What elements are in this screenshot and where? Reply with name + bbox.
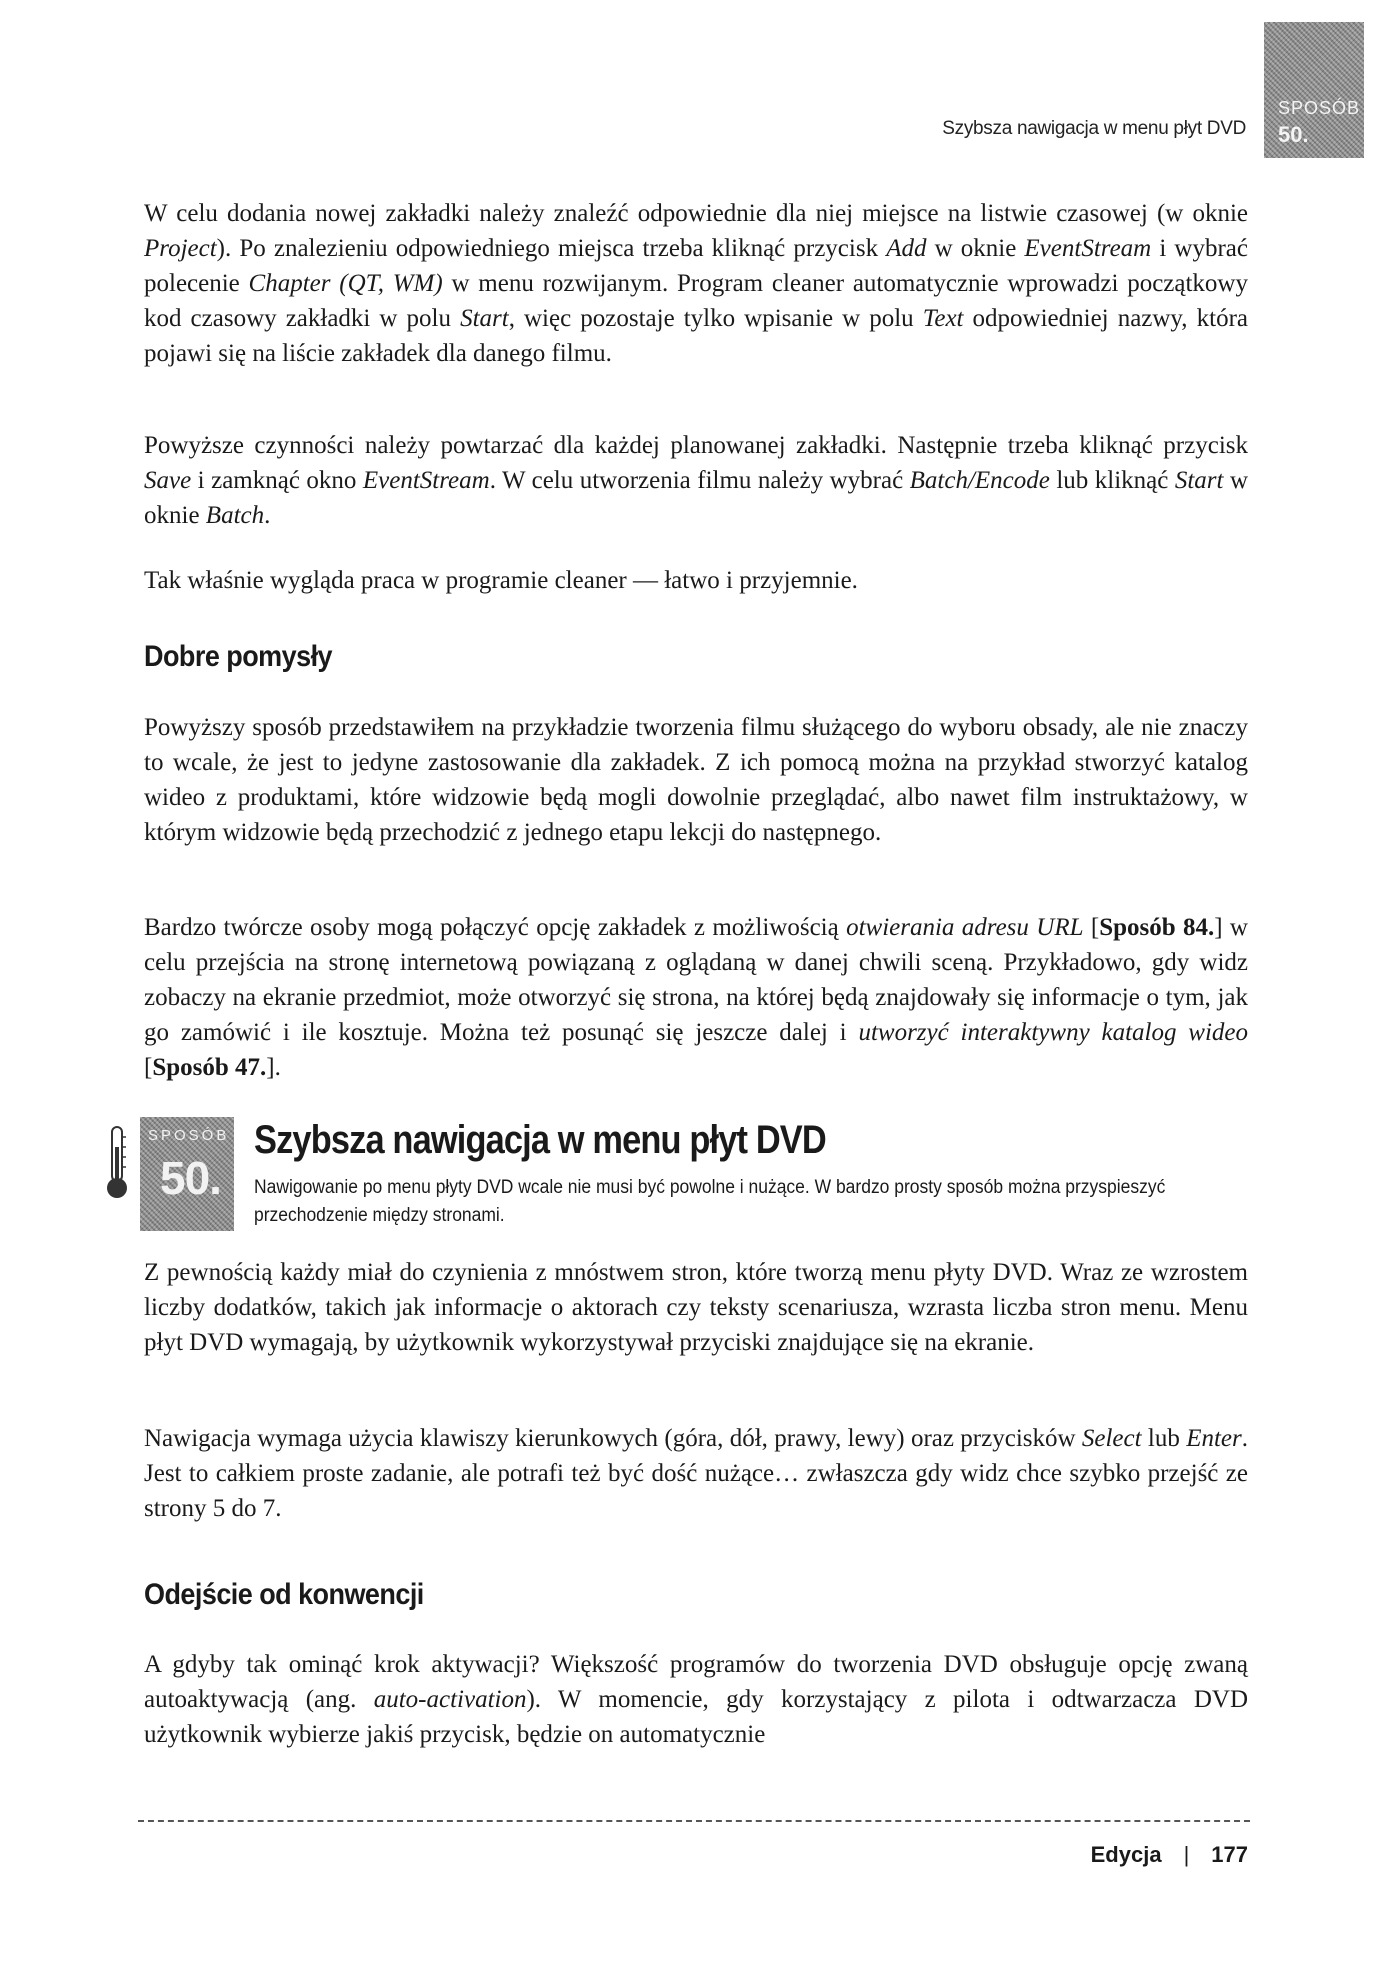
section-title: Szybsza nawigacja w menu płyt DVD	[254, 1118, 826, 1162]
thermometer-icon	[104, 1125, 130, 1201]
sposob-badge-label: SPOSÓB	[148, 1127, 230, 1144]
italic-term: Save	[144, 467, 192, 494]
paragraph: Nawigacja wymaga użycia klawiszy kierunkowych (góra, dół, prawy, lewy) oraz przycisków Select lub Enter. Jest to całkiem proste zadanie, ale potrafi też być dość nużące… zwłaszcza gdy widz chce szybko przejść ze strony 5 do 7.	[144, 1425, 1248, 1522]
corner-tab-label: SPOSÓB	[1278, 98, 1361, 118]
section-lead: Nawigowanie po menu płyty DVD wcale nie musi być powolne i nużące. W bardzo prosty sposób można przyspieszyć przechodzenie między stronami.	[254, 1177, 1166, 1226]
heading-dobre-pomysly: Dobre pomysły	[144, 640, 333, 673]
italic-term: auto-activation	[373, 1686, 527, 1713]
page-number: 177	[1211, 1842, 1248, 1867]
italic-term: Batch	[205, 502, 265, 529]
section-text-block	[144, 1255, 1248, 1360]
italic-term: Batch/Encode	[909, 467, 1050, 494]
paragraph: Powyższy sposób przedstawiłem na przykładzie tworzenia filmu służącego do wyboru obsady, ale nie znaczy to wcale, że jest to jedyne zastosowanie dla zakładek. Z ich pomocą można na przykład stworzyć katalog wideo z produktami, które widzowie będą mogli dowolnie przeglądać, albo nawet film instruktażowy, w którym widzowie będą przechodzić z jednego etapu lekcji do następnego.	[144, 714, 1248, 846]
cross-reference: Sposób 47.	[152, 1054, 267, 1081]
italic-term: Chapter (QT, WM)	[248, 270, 443, 297]
corner-tab-number: 50.	[1278, 122, 1309, 147]
italic-term: Text	[922, 305, 964, 332]
italic-term: otwierania adresu URL	[846, 914, 1084, 941]
paragraph: Tak właśnie wygląda praca w programie cleaner — łatwo i przyjemnie.	[144, 567, 858, 594]
italic-term: Enter	[1186, 1425, 1242, 1452]
paragraph: W celu dodania nowej zakładki należy znaleźć odpowiednie dla niej miejsce na listwie czasowej (w oknie Project). Po znalezieniu odpowiedniego miejsca trzeba kliknąć przycisk Add w oknie EventStream i wybrać polecenie Chapter (QT, WM) w menu rozwijanym. Program cleaner automatycznie wprowadzi początkowy kod czasowy zakładki w polu Start, więc pozostaje tylko wpisanie w polu Text odpowiedniej nazwy, która pojawi się na liście zakładek dla danego filmu.	[144, 200, 1248, 367]
heading-odejscie-od-konwencji: Odejście od konwencji	[144, 1578, 424, 1611]
sposob-badge	[140, 1117, 234, 1231]
paragraph: Z pewnością każdy miał do czynienia z mnóstwem stron, które tworzą menu płyty DVD. Wraz ze wzrostem liczby dodatków, takich jak informacje o aktorach czy teksty scenariusza, wzrasta liczba stron menu. Menu płyt DVD wymagają, by użytkownik wykorzystywał przyciski znajdujące się na ekranie.	[144, 1259, 1248, 1356]
footer	[1091, 1842, 1248, 1868]
mid-text-block-2	[144, 910, 1248, 1085]
italic-term: Project	[144, 235, 217, 262]
top-text-block	[144, 196, 1248, 371]
sposob-corner-tab	[1264, 22, 1364, 158]
top-text-block-3	[144, 563, 1248, 598]
paragraph: Bardzo twórcze osoby mogą połączyć opcję zakładek z możliwością otwierania adresu URL [Sposób 84.] w celu przejścia na stronę internetową powiązaną z oglądaną w danej chwili sceną. Przykładowo, gdy widz zobaczy na ekranie przedmiot, może otworzyć się strona, na której będą znajdowały się informacje o tym, jak go zamówić i ile kosztuje. Można też posunąć się jeszcze dalej i utworzyć interaktywny katalog wideo [Sposób 47.].	[144, 914, 1248, 1081]
mid-text-block	[144, 710, 1248, 850]
section-text-block-2	[144, 1421, 1248, 1526]
running-header: Szybsza nawigacja w menu płyt DVD	[942, 118, 1246, 139]
italic-term: Select	[1081, 1425, 1142, 1452]
top-text-block-2	[144, 428, 1248, 533]
italic-term: Start	[1174, 467, 1224, 494]
italic-term: EventStream	[1024, 235, 1152, 262]
footer-book-title: Edycja	[1090, 1842, 1162, 1867]
italic-term: Start	[460, 305, 509, 332]
footer-separator: |	[1183, 1842, 1190, 1867]
italic-term: Add	[886, 235, 927, 262]
paragraph: Powyższe czynności należy powtarzać dla każdej planowanej zakładki. Następnie trzeba kliknąć przycisk Save i zamknąć okno EventStream. W celu utworzenia filmu należy wybrać Batch/Encode lub kliknąć Start w oknie Batch.	[144, 432, 1249, 529]
italic-term: EventStream	[362, 467, 490, 494]
paragraph: A gdyby tak ominąć krok aktywacji? Większość programów do tworzenia DVD obsługuje opcję zwaną autoaktywacją (ang. auto-activation). W momencie, gdy korzystający z pilota i odtwarzacza DVD użytkownik wybierze jakiś przycisk, będzie on automatycznie	[144, 1651, 1249, 1748]
italic-term: utworzyć interaktywny katalog wideo	[858, 1019, 1248, 1046]
cross-reference: Sposób 84.	[1099, 914, 1215, 941]
bottom-text-block	[144, 1647, 1248, 1752]
footer-rule	[138, 1820, 1250, 1822]
sposob-badge-number: 50.	[160, 1152, 221, 1204]
